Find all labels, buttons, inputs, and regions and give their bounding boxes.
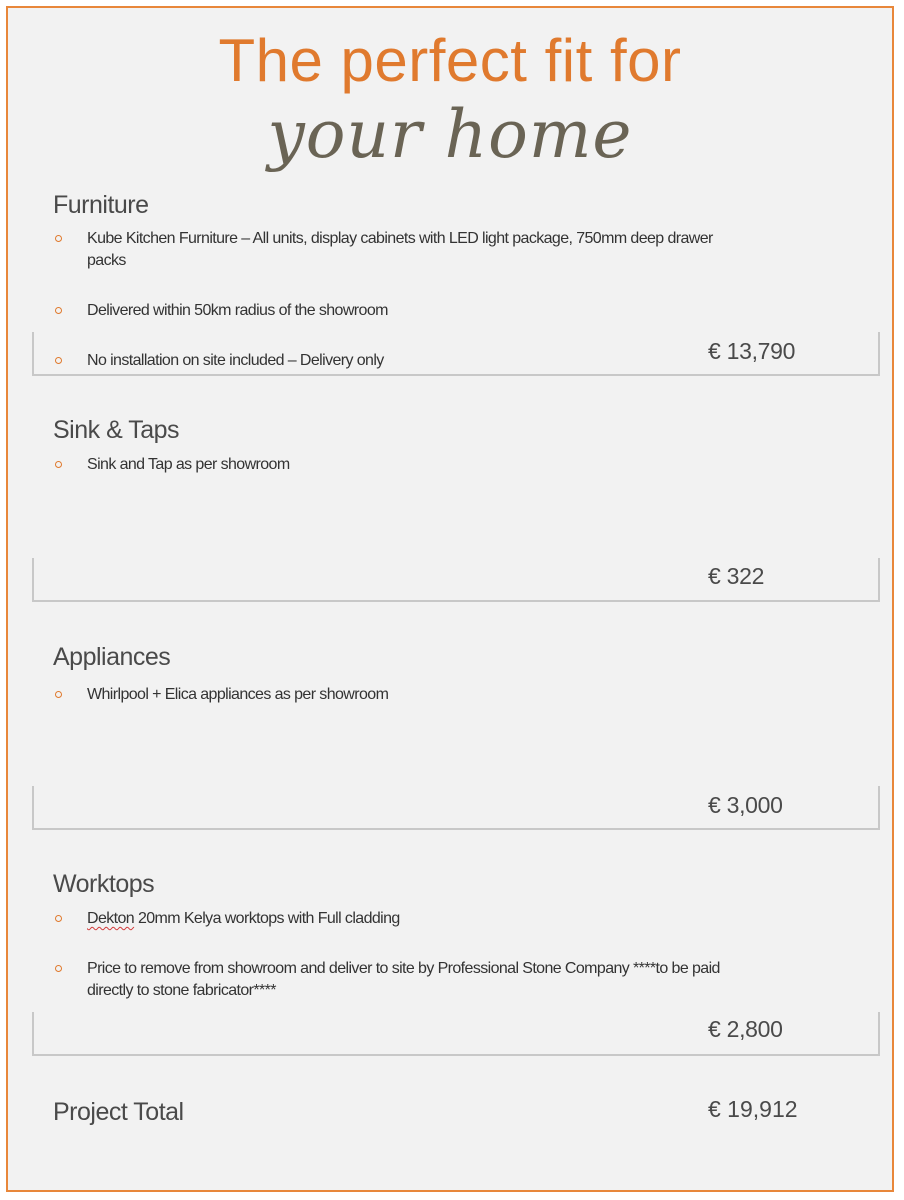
price-sink-taps: € 322 (708, 563, 765, 589)
title-line-2: your home (267, 96, 633, 173)
quote-page (6, 6, 894, 1192)
list-item (53, 228, 753, 272)
section-heading-furniture: Furniture (53, 191, 149, 219)
price-appliances: € 3,000 (708, 792, 783, 818)
list-item (53, 684, 753, 706)
bullet-icon (55, 461, 62, 468)
list-item-text: Whirlpool + Elica appliances as per showroom (87, 686, 389, 703)
list-item-text: Sink and Tap as per showroom (87, 456, 290, 473)
price-worktops: € 2,800 (708, 1016, 783, 1042)
bullet-icon (55, 691, 62, 698)
title-line-1: The perfect fit for (218, 27, 682, 94)
list-item-text: Kube Kitchen Furniture – All units, display cabinets with LED light package, 750mm deep drawer packs (87, 230, 713, 269)
bullet-icon (55, 307, 62, 314)
list-item (53, 300, 753, 322)
price-furniture: € 13,790 (708, 338, 796, 364)
bullet-icon (55, 965, 62, 972)
list-item-text: Price to remove from showroom and deliver to site by Professional Stone Company ****to be paid directly to stone fabricator**** (87, 960, 720, 999)
project-total-label: Project Total (53, 1098, 184, 1126)
list-item-text-flagged: Dekton (87, 910, 135, 927)
list-item-text: 20mm Kelya worktops with Full cladding (134, 910, 400, 927)
list-item-text: No installation on site included – Delivery only (87, 352, 384, 369)
bullet-icon (55, 915, 62, 922)
list-item (53, 454, 753, 476)
section-heading-worktops: Worktops (53, 870, 155, 898)
project-total-price: € 19,912 (708, 1096, 798, 1122)
section-heading-sink-taps: Sink & Taps (53, 416, 180, 444)
list-item (53, 958, 753, 1002)
section-heading-appliances: Appliances (53, 643, 171, 671)
list-item-text: Delivered within 50km radius of the showroom (87, 302, 388, 319)
list-item (53, 908, 753, 930)
bullet-icon (55, 235, 62, 242)
